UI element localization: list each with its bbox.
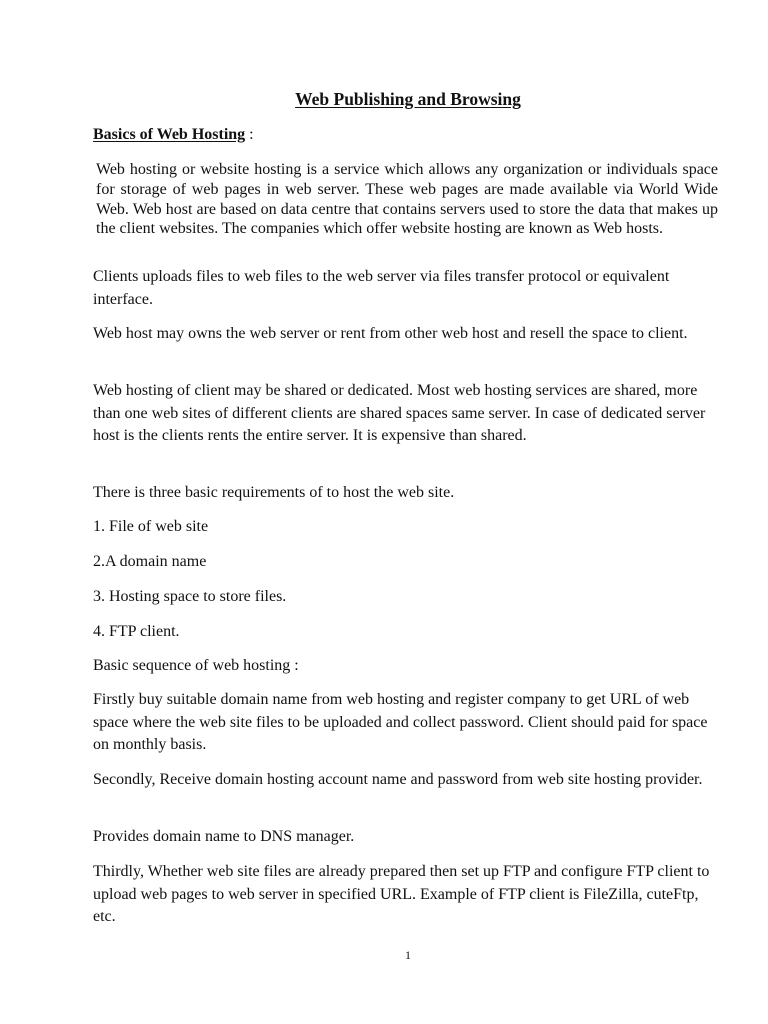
- paragraph-text: Provides domain name to DNS manager.: [93, 828, 355, 845]
- paragraph-requirements-intro: [93, 482, 723, 505]
- list-item-ftp-client: [93, 621, 723, 644]
- paragraph-text: Secondly, Receive domain hosting account name and password from web site hosting provider.: [93, 771, 703, 788]
- list-item-text: 1. File of web site: [93, 518, 209, 535]
- paragraph-clients-upload: [93, 266, 723, 311]
- paragraph-dns: [93, 826, 723, 849]
- list-item-file: [93, 516, 723, 539]
- paragraph-sequence-heading: [93, 655, 723, 678]
- section-heading-suffix: :: [245, 126, 254, 143]
- paragraph-text: Basic sequence of web hosting :: [93, 657, 299, 674]
- paragraph-text: There is three basic requirements of to host the web site.: [93, 484, 455, 501]
- section-heading: [93, 126, 254, 144]
- list-item-text: 4. FTP client.: [93, 623, 180, 640]
- list-item-hosting-space: [93, 586, 723, 609]
- document-title: Web Publishing and Browsing: [295, 89, 521, 109]
- intro-paragraph: Web hosting or website hosting is a service which allows any organization or individuals space for storage of web pages in web server. These web pages are made available via World Wide Web. Web host are based on data centre that contains servers used to store the data that makes up the client websites. The companies which offer website hosting are known as Web hosts.: [96, 161, 718, 238]
- paragraph-thirdly: [93, 861, 723, 929]
- list-item-text: 2.A domain name: [93, 553, 207, 570]
- paragraph-text: Thirdly, Whether web site files are already prepared then set up FTP and configure FTP client to upload web pages to web server in specified URL. Example of FTP client is FileZilla, cuteFtp, etc.: [93, 863, 710, 925]
- section-heading-label: Basics of Web Hosting: [93, 126, 246, 143]
- paragraph-text: Firstly buy suitable domain name from web hosting and register company to get URL of web space where the web site files to be uploaded and collect password. Client should paid for space on monthly basis.: [93, 691, 708, 753]
- list-item-domain: [93, 551, 723, 574]
- paragraph-text: Web hosting of client may be shared or dedicated. Most web hosting services are shared, more than one web sites of different clients are shared spaces same server. In case of dedicated server host is the clients rents the entire server. It is expensive than shared.: [93, 382, 706, 444]
- paragraph-secondly: [93, 769, 723, 792]
- list-item-text: 3. Hosting space to store files.: [93, 588, 287, 605]
- paragraph-web-host-owns: [93, 323, 723, 346]
- page-number: 1: [405, 948, 411, 962]
- paragraph-shared-dedicated: [93, 380, 723, 448]
- paragraph-firstly: [93, 689, 723, 757]
- paragraph-text: Web host may owns the web server or rent from other web host and resell the space to client.: [93, 325, 688, 342]
- paragraph-text: Clients uploads files to web files to the web server via files transfer protocol or equivalent interface.: [93, 268, 670, 308]
